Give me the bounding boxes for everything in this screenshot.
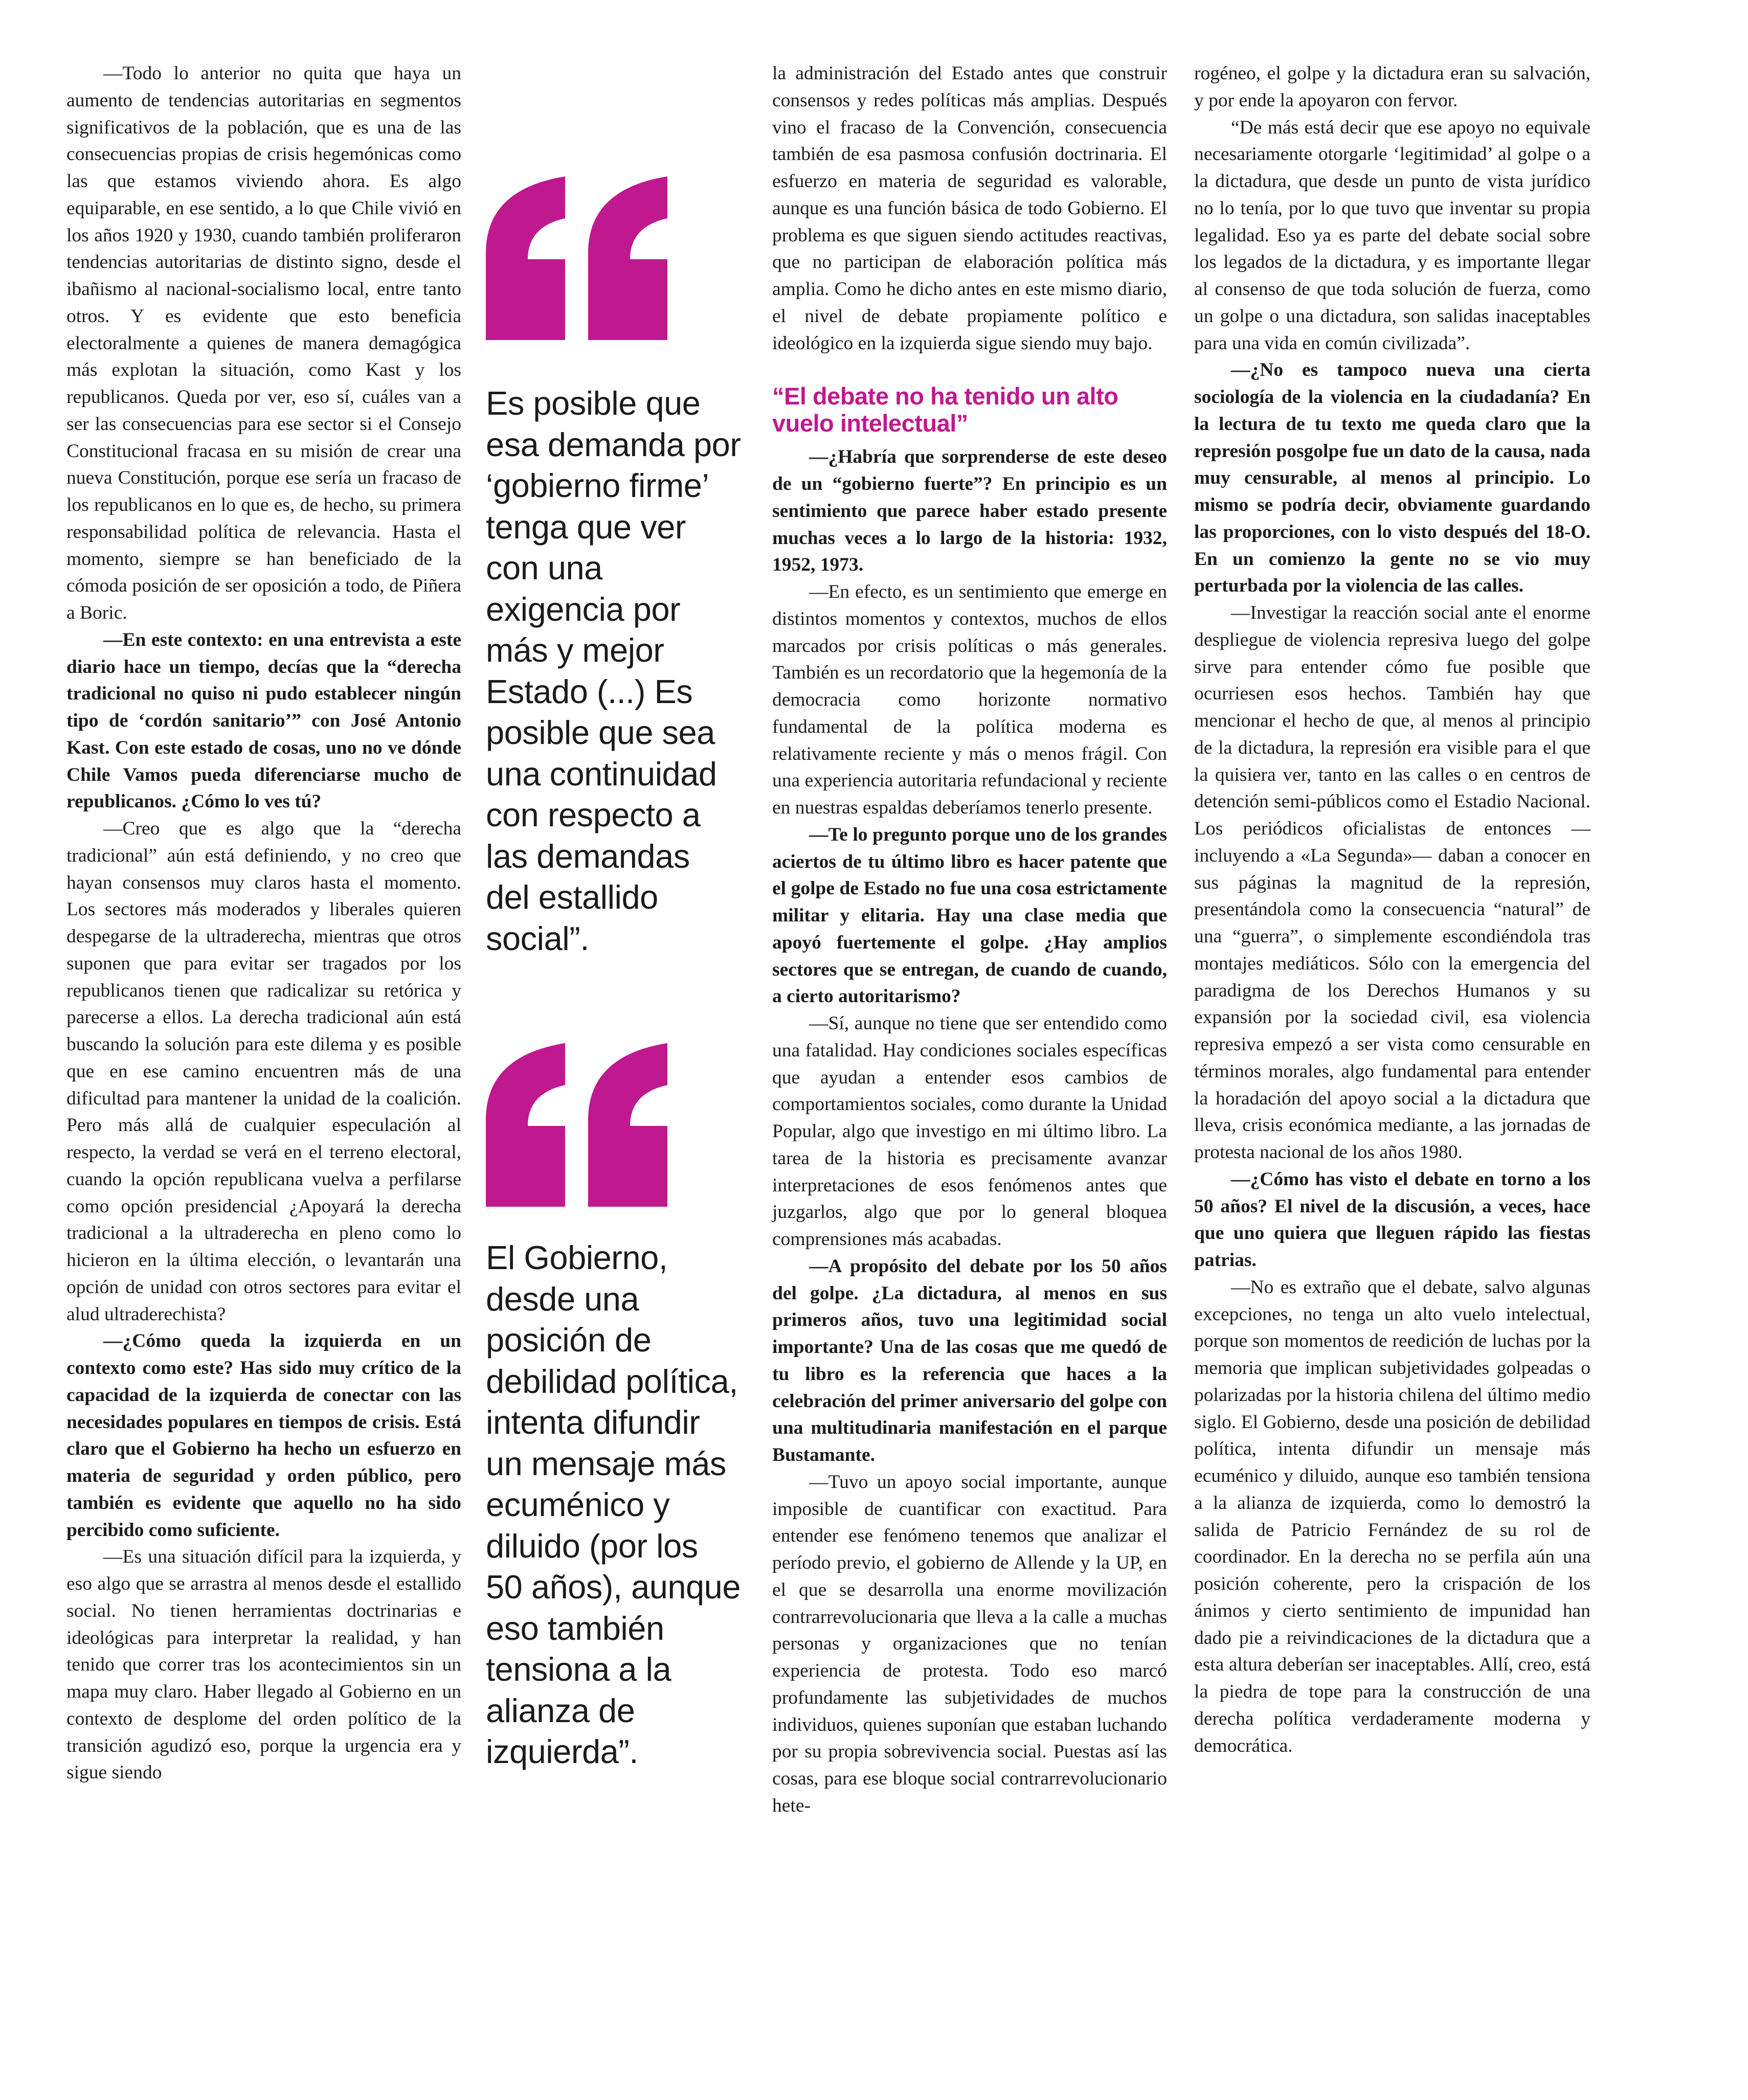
interview-question: —¿No es tampoco nueva una cierta sociología de la violencia en la ciudadanía? En la lectura de tu texto me queda claro que la represión posgolpe fue un dato de la causa, nada muy censurable, al menos al principio. Lo mismo se podría decir, obviamente guardando las proporciones, con lo visto después del 18-O. En un comienzo la gente no se vio muy perturbada por la violencia de las calles. xyxy=(1194,359,1590,597)
interview-answer: —No es extraño que el debate, salvo algunas excepciones, no tenga un alto vuelo intelectual, porque son momentos de reedición de luchas por la memoria que implican subjetividades golpeadas o polarizadas por la historia chilena del último medio siglo. El Gobierno, desde una posición de debilidad política, intenta difundir un mensaje más ecuménico y diluido, aunque eso también tensiona a la alianza de izquierda, como lo demostró la salida de Patricio Fernández de su rol de coordinador. En la derecha no se perfila aún una posición coherente, pero la crispación de los ánimos y cierto sentimiento de impunidad han dado pie a reivindicaciones de la dictadura que a esta altura deberían ser inaceptables. Allí, creo, está la piedra de tope para la construcción de una derecha política verdaderamente moderna y democrática. xyxy=(1194,1276,1590,1756)
quote-mark-icon xyxy=(486,176,670,340)
pull-quote-text: Es posible que esa demanda por ‘gobierno firme’ tenga que ver con una exigencia por más y mejor Estado (...) Es posible que sea una continuidad con respecto a las demandas del estallido social”. xyxy=(486,385,741,957)
interview-answer: —Sí, aunque no tiene que ser entendido como una fatalidad. Hay condiciones sociales específicas que ayudan a entender esos cambios de comportamientos sociales, como durante la Unidad Popular, algo que investigo en mi último libro. La tarea de la historia es precisamente avanzar interpretaciones de esos fenómenos antes que juzgarlos, algo que por lo general bloquea comprensiones más acabadas. xyxy=(772,1013,1167,1250)
interview-answer: —Tuvo un apoyo social importante, aunque imposible de cuantificar con exactitud. Para entender ese fenómeno tenemos que analizar el período previo, el gobierno de Allende y la UP, en el que se desarrolla una enorme movilización contrarrevolucionaria que lleva a la calle a muchas personas y organizaciones que no tenían experiencia de protesta. Todo eso marcó profundamente las subjetividades de muchos individuos, quienes suponían que estaban luchando por su propia sobrevivencia social. Puestas así las cosas, para ese bloque social contrarrevolucionario hete- xyxy=(772,1471,1167,1816)
interview-question: —¿Habría que sorprenderse de este deseo de un “gobierno fuerte”? En principio es un sentimiento que parece haber estado presente muchas veces a lo largo de la historia: 1932, 1952, 1973. xyxy=(772,446,1167,576)
paragraph-continuation: la administración del Estado antes que construir consensos y redes políticas más amplias. Después vino el fracaso de la Convención, consecuencia también de esa pasmosa confusión doctrinaria. El esfuerzo en materia de seguridad es valorable, aunque es una función básica de todo Gobierno. El problema es que siguen siendo actitudes reactivas, que no participan de elaboración política más amplia. Como he dicho antes en este mismo diario, el nivel de debate propiamente político e ideológico en la izquierda sigue siendo muy bajo. xyxy=(772,63,1167,354)
article-column-4 xyxy=(1194,60,1590,1759)
interview-question: —¿Cómo queda la izquierda en un contexto como este? Has sido muy crítico de la capacidad de la izquierda de conectar con las necesidades populares en tiempos de crisis. Está claro que el Gobierno ha hecho un esfuerzo en materia de seguridad y orden público, pero también es evidente que aquello no ha sido percibido como suficiente. xyxy=(66,1330,461,1541)
interview-question: —¿Cómo has visto el debate en torno a los 50 años? El nivel de la discusión, a veces, hace que uno quiera que lleguen rápido las fiestas patrias. xyxy=(1194,1168,1590,1271)
interview-answer: —Todo lo anterior no quita que haya un aumento de tendencias autoritarias en segmentos significativos de la población, que es una de las consecuencias propias de crisis hegemónicas como las que estamos viviendo ahora. Es algo equiparable, en ese sentido, a lo que Chile vivió en los años 1920 y 1930, cuando también proliferaron tendencias autoritarias de distinto signo, desde el ibañismo al nacional-socialismo local, entre tanto otros. Y es evidente que esto beneficia electoralmente a quienes de manera demagógica más explotan la situación, como Kast y los republicanos. Queda por ver, eso sí, cuáles van a ser las consecuencias para ese sector si el Consejo Constitucional fracasa en su misión de crear una nueva Constitución, porque ese sería un fracaso de los republicanos en lo que es, de hecho, su primera responsabilidad política de relevancia. Hasta el momento, siempre se han beneficiado de la cómoda posición de ser oposición a todo, de Piñera a Boric. xyxy=(66,63,461,623)
interview-answer: —Es una situación difícil para la izquierda, y eso algo que se arrastra al menos desde el estallido social. No tienen herramientas doctrinarias e ideológicas para interpretar la realidad, y han tenido que correr tras los acontecimientos sin un mapa muy claro. Haber llegado al Gobierno en un contexto de desplome del orden político de la transición agudizó eso, porque la urgencia era y sigue siendo xyxy=(66,1546,461,1783)
pull-quote-2 xyxy=(486,1043,742,1773)
article-column-1 xyxy=(66,60,461,1787)
interview-question: —A propósito del debate por los 50 años del golpe. ¿La dictadura, al menos en sus primeros años, tuvo una legitimidad social importante? Una de las cosas que me quedó de tu libro es la referencia que haces a la celebración del primer aniversario del golpe con una multitudinaria manifestación en el parque Bustamante. xyxy=(772,1255,1167,1465)
interview-question: —En este contexto: en una entrevista a este diario hace un tiempo, decías que la “derecha tradicional no quiso ni pudo establecer ningún tipo de ‘cordón sanitario’” con José Antonio Kast. Con este estado de cosas, uno no ve dónde Chile Vamos pueda diferenciarse mucho de republicanos. ¿Cómo lo ves tú? xyxy=(66,629,461,812)
interview-answer: —Creo que es algo que la “derecha tradicional” aún está definiendo, y no creo que hayan consensos muy claros hasta el momento. Los sectores más moderados y liberales quieren despegarse de la ultraderecha, mientras que otros suponen que para evitar ser tragados por los republicanos tienen que radicalizar su retórica y parecerse a ellos. La derecha tradicional aún está buscando la solución para este dilema y es posible que en ese camino encuentren más de una dificultad para mantener la unidad de la coalición. Pero más allá de cualquier especulación al respecto, la verdad se verá en el terreno electoral, cuando la opción republicana vuelva a perfilarse como opción presidencial ¿Apoyará la derecha tradicional a la ultraderecha en pleno como lo hicieron en la última elección, o levantarán una opción de unidad con otros sectores para evitar el alud ultraderechista? xyxy=(66,818,461,1325)
article-column-3-body xyxy=(772,444,1167,1819)
pull-quote-1 xyxy=(486,176,742,959)
article-column-3 xyxy=(772,60,1167,1820)
interview-answer: —Investigar la reacción social ante el enorme despliegue de violencia represiva luego del golpe sirve para entender cómo fue posible que ocurriesen esos hechos. También hay que mencionar el hecho de que, al menos al principio de la dictadura, la represión era visible para el que la quisiera ver, tanto en las calles o en centros de detención semi-públicos como el Estadio Nacional. Los periódicos oficialistas de entonces —incluyendo a «La Segunda»— daban a conocer en sus páginas la magnitud de la represión, presentándola como la consecuencia “natural” de una “guerra”, o simplemente escondiéndola tras montajes mediáticos. Sólo con la emergencia del paradigma de los Derechos Humanos y su expansión por la sociedad civil, esa violencia represiva empezó a ser vista como censurable en términos morales, algo fundamental para entender la horadación del apoyo social a la dictadura que lleva, crisis económica mediante, a las jornadas de protesta nacional de los años 1980. xyxy=(1194,602,1590,1163)
quote-mark-icon xyxy=(486,1043,670,1207)
section-subheading: “El debate no ha tenido un alto vuelo intelectual” xyxy=(772,382,1118,437)
interview-question: —Te lo pregunto porque uno de los grandes aciertos de tu último libro es hacer patente que el golpe de Estado no fue una cosa estrictamente militar y elitaria. Hay una clase media que apoyó fuertemente el golpe. ¿Hay amplios sectores que se entregan, de cuando de cuando, a cierto autoritarismo? xyxy=(772,824,1167,1007)
interview-answer: “De más está decir que ese apoyo no equivale necesariamente otorgarle ‘legitimidad’ al golpe o a la dictadura, que desde un punto de vista jurídico no lo tenía, por lo que tuvo que inventar su propia legalidad. Eso ya es parte del debate social sobre los legados de la dictadura, y es importante llegar al consenso de que toda solución de fuerza, como un golpe o una dictadura, son salidas inaceptables para una vida en común civilizada”. xyxy=(1194,117,1590,354)
pull-quote-text: El Gobierno, desde una posición de debilidad política, intenta difundir un mensaje más ecuménico y diluido (por los 50 años), aunque eso también tensiona a la alianza de izquierda”. xyxy=(486,1239,741,1770)
interview-answer: —En efecto, es un sentimiento que emerge en distintos momentos y contextos, muchos de ellos marcados por crisis políticas o más generales. También es un recordatorio que la hegemonía de la democracia como horizonte normativo fundamental de la política moderna es relativamente reciente y más o menos frágil. Con una experiencia autoritaria refundacional y reciente en nuestras espaldas deberíamos tenerlo presente. xyxy=(772,581,1167,818)
paragraph-continuation: rogéneo, el golpe y la dictadura eran su salvación, y por ende la apoyaron con fervor. xyxy=(1194,63,1590,111)
